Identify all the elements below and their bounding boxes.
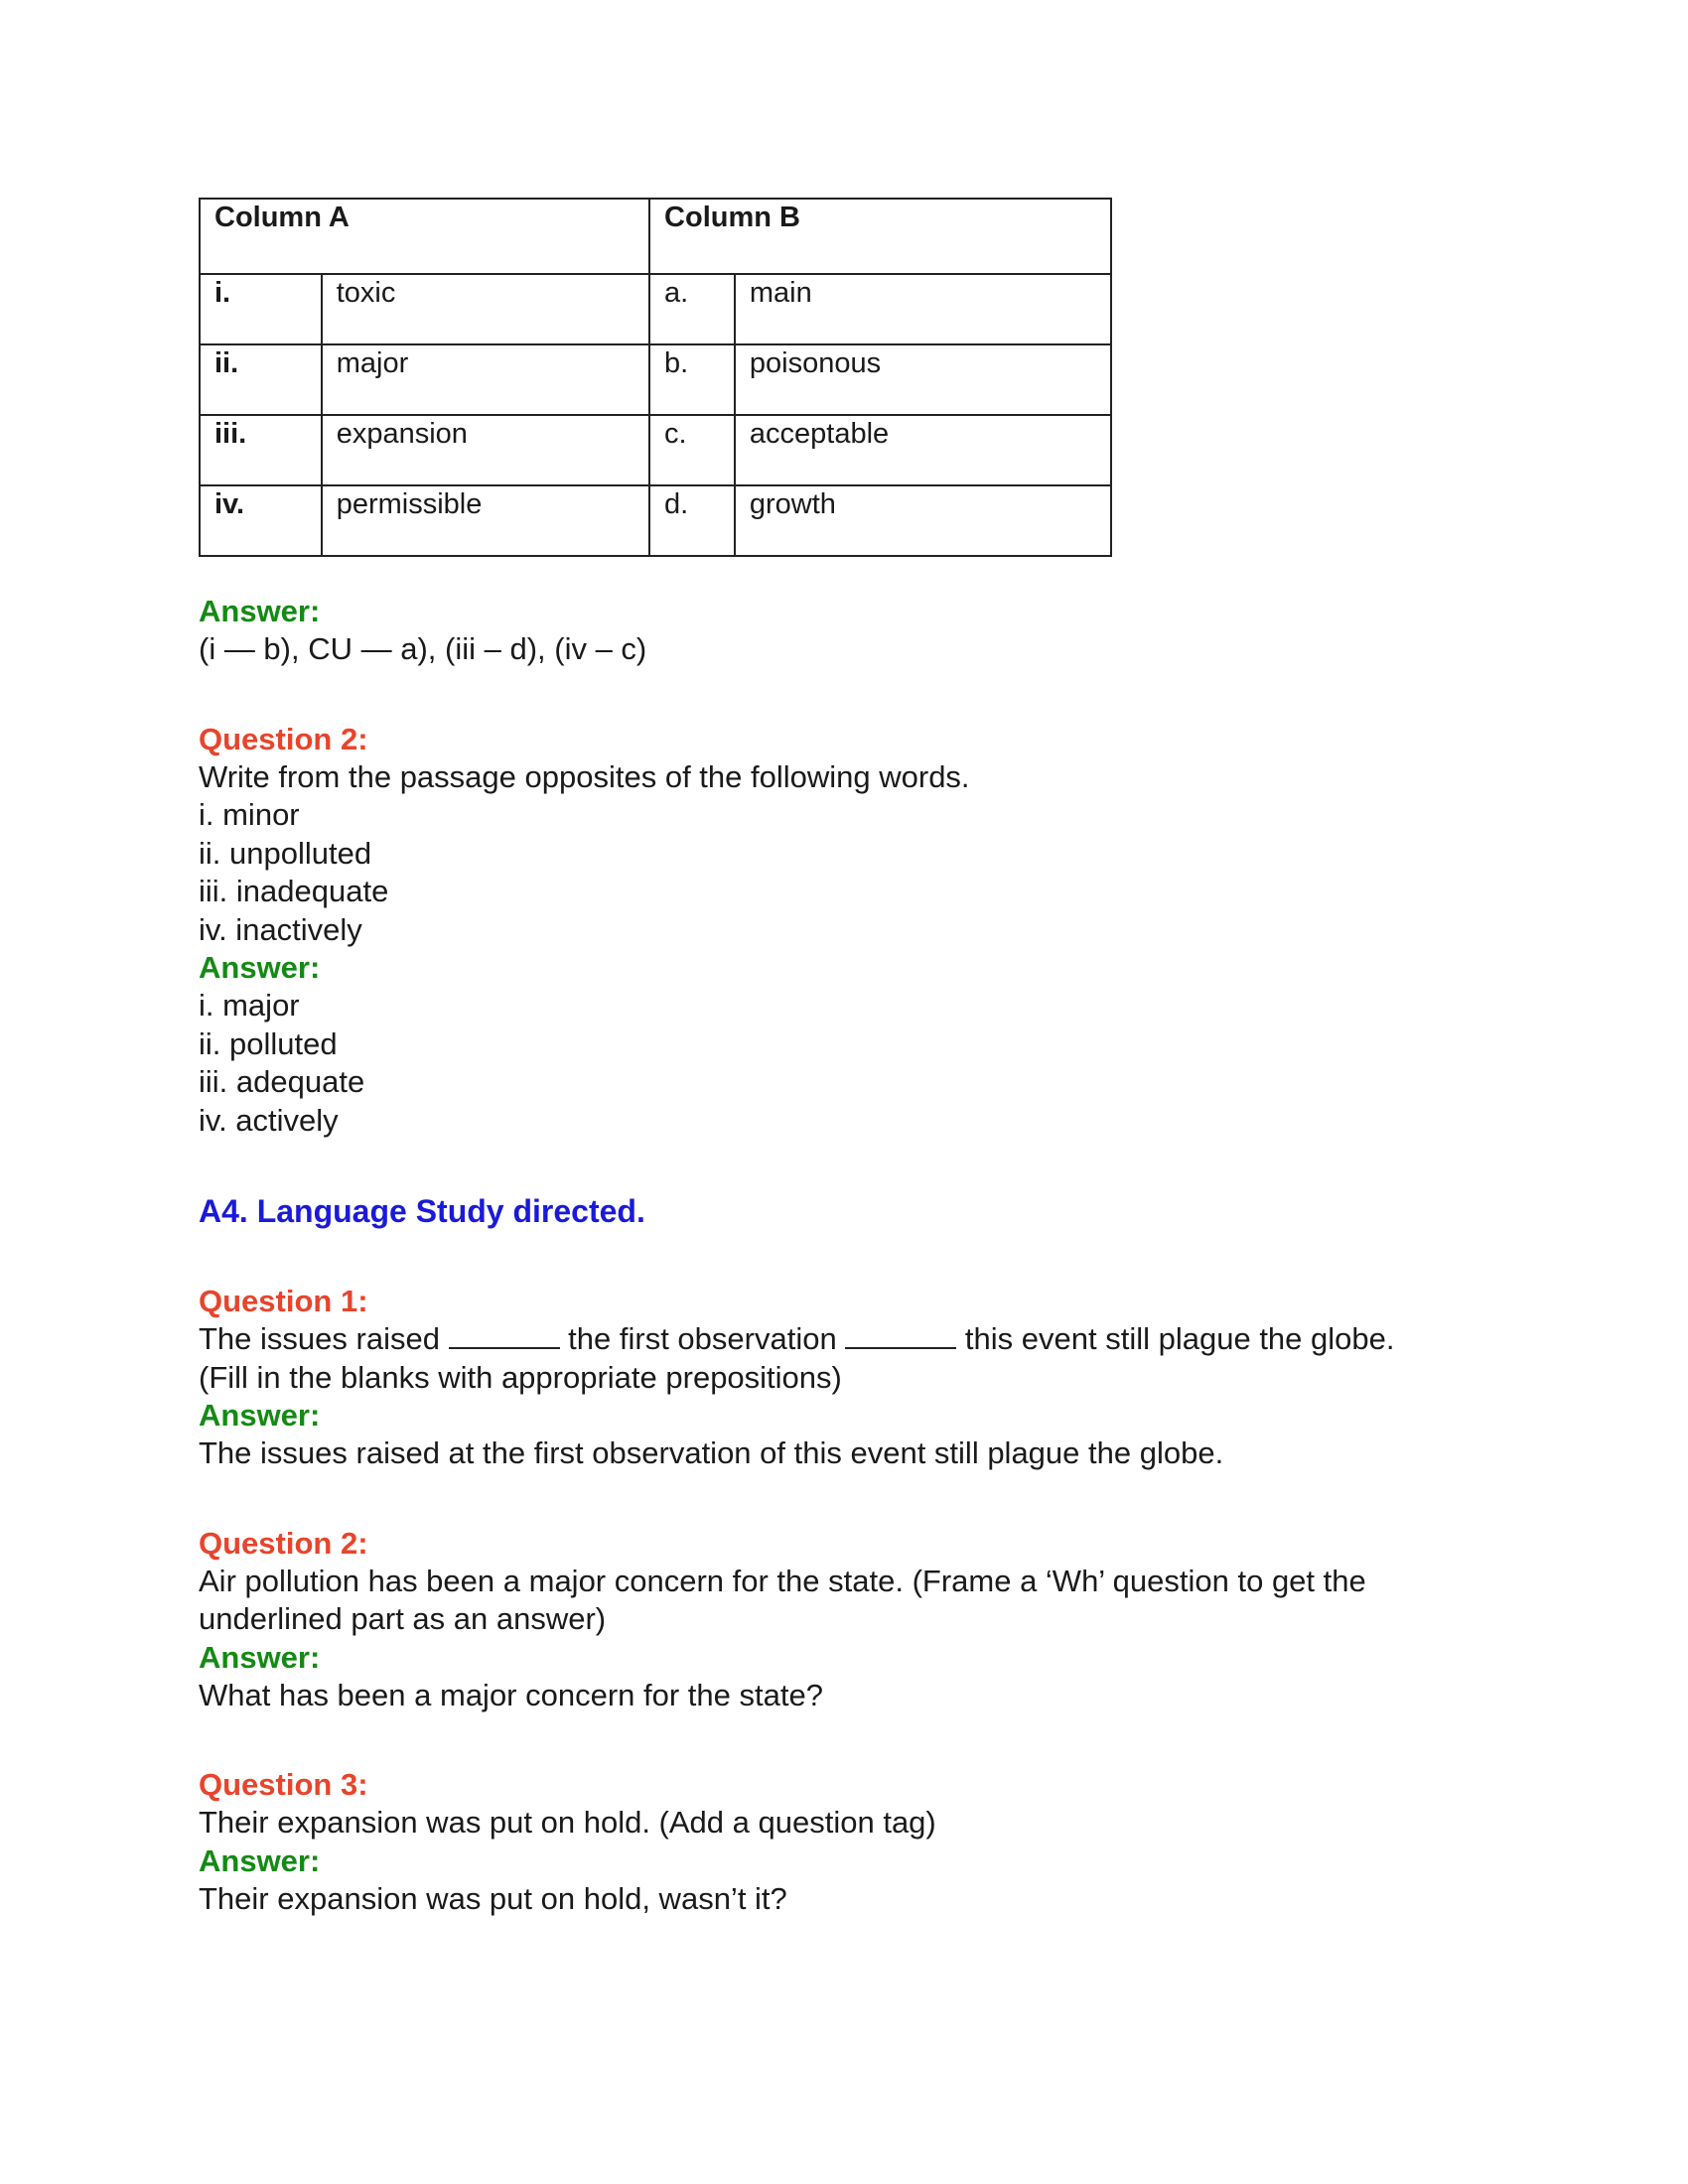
question-2-label: Question 2: bbox=[199, 721, 368, 756]
table-row bbox=[200, 415, 1111, 485]
sentence-part: The issues raised bbox=[199, 1321, 449, 1356]
question-2-answer-item: iv. actively bbox=[199, 1102, 339, 1138]
row-number: i. bbox=[200, 274, 322, 344]
column-a-word: permissible bbox=[322, 485, 649, 556]
match-answer-label: Answer: bbox=[199, 594, 321, 628]
question-2-answer-item: ii. polluted bbox=[199, 1025, 338, 1061]
question-2-item: i. minor bbox=[199, 797, 300, 832]
question-2-answer-label: Answer: bbox=[199, 950, 321, 985]
question-2-answer-item: i. major bbox=[199, 988, 300, 1023]
table-row bbox=[200, 344, 1111, 415]
column-b-word: acceptable bbox=[735, 415, 1111, 485]
language-question-3-answer: Their expansion was put on hold, wasn’t it? bbox=[199, 1880, 787, 1916]
table-row bbox=[200, 274, 1111, 344]
row-number: iii. bbox=[200, 415, 322, 485]
question-2-item: iii. inadequate bbox=[199, 874, 389, 908]
row-letter: d. bbox=[649, 485, 735, 556]
column-b-word: growth bbox=[735, 485, 1111, 556]
match-table-header-row bbox=[200, 199, 1111, 274]
row-letter: c. bbox=[649, 415, 735, 485]
language-question-1-answer-label: Answer: bbox=[199, 1398, 321, 1433]
language-question-1-instruction: (Fill in the blanks with appropriate prepositions) bbox=[199, 1359, 842, 1395]
language-question-1-text bbox=[199, 1320, 1489, 1359]
row-number: iv. bbox=[200, 485, 322, 556]
language-question-2-text-line: underlined part as an answer) bbox=[199, 1601, 607, 1636]
question-2-prompt: Write from the passage opposites of the following words. bbox=[199, 758, 970, 794]
column-a-word: major bbox=[322, 344, 649, 415]
blank-line bbox=[449, 1321, 560, 1349]
column-b-word: poisonous bbox=[735, 344, 1111, 415]
column-b-word: main bbox=[735, 274, 1111, 344]
question-2-answer-item: iii. adequate bbox=[199, 1064, 365, 1099]
language-question-1-answer: The issues raised at the first observation of this event still plague the globe. bbox=[199, 1435, 1224, 1470]
column-a-word: toxic bbox=[322, 274, 649, 344]
row-number: ii. bbox=[200, 344, 322, 415]
sentence-part: this event still plague the globe. bbox=[956, 1321, 1395, 1356]
sentence-part: the first observation bbox=[559, 1321, 846, 1356]
section-title: A4. Language Study directed. bbox=[199, 1193, 645, 1229]
row-letter: b. bbox=[649, 344, 735, 415]
column-a-header: Column A bbox=[200, 199, 649, 274]
language-question-2-text-line: Air pollution has been a major concern for the state. (Frame a ‘Wh’ question to get the bbox=[199, 1563, 1366, 1598]
column-b-header: Column B bbox=[649, 199, 1111, 274]
language-question-3-text: Their expansion was put on hold. (Add a question tag) bbox=[199, 1805, 936, 1840]
question-2-item: ii. unpolluted bbox=[199, 835, 372, 871]
language-question-2-label: Question 2: bbox=[199, 1525, 368, 1561]
language-question-3-label: Question 3: bbox=[199, 1767, 368, 1802]
match-answer-text: (i — b), CU — a), (iii – d), (iv – c) bbox=[199, 631, 647, 666]
language-question-2-answer: What has been a major concern for the state? bbox=[199, 1677, 823, 1712]
language-question-1-label: Question 1: bbox=[199, 1284, 368, 1318]
language-question-2-answer-label: Answer: bbox=[199, 1639, 321, 1675]
column-a-word: expansion bbox=[322, 415, 649, 485]
question-2-item: iv. inactively bbox=[199, 911, 362, 947]
document-page bbox=[199, 198, 1489, 1918]
language-question-3-answer-label: Answer: bbox=[199, 1843, 321, 1878]
blank-line bbox=[845, 1321, 956, 1349]
row-letter: a. bbox=[649, 274, 735, 344]
table-row bbox=[200, 485, 1111, 556]
match-table bbox=[199, 198, 1112, 557]
